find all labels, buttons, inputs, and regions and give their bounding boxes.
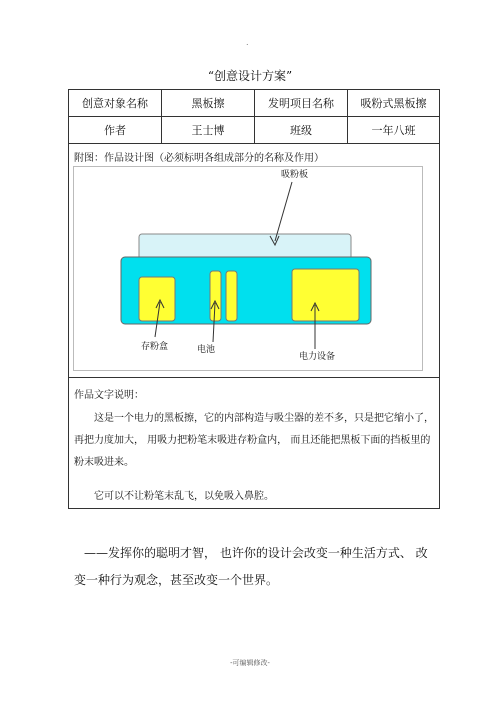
power-device-label: 电力设备: [299, 352, 336, 362]
power-device-shape: [292, 269, 359, 321]
invention-name-value: 吸粉式黑板擦: [360, 97, 427, 110]
page-footer: -可编辑修改-: [230, 659, 270, 667]
table-row: [69, 117, 439, 144]
eraser-diagram-svg: [74, 167, 422, 370]
design-form-table: [68, 89, 440, 509]
design-diagram: [73, 166, 423, 371]
table-row: [69, 90, 439, 117]
design-object-value: 黑板擦: [162, 90, 255, 116]
battery-label: 电池: [197, 345, 216, 355]
suction-plate-shape: [139, 234, 351, 260]
powder-box-shape: [139, 277, 175, 321]
description-paragraph: 这是一个电力的黑板擦，它的内部构造与吸尘器的差不多，只是把它缩小了，再把力度加大， 用吸力把粉笔末吸进存粉盒内， 而且还能把黑板下面的挡板里的粉末吸进来。: [74, 413, 434, 468]
invention-name-label: 发明项目名称: [255, 90, 348, 116]
closing-paragraph: ——发挥你的聪明才智， 也许你的设计会改变一种生活方式、 改变一种行为观念，甚至改变一个世界。: [74, 546, 428, 587]
battery-shape: [226, 271, 237, 321]
battery-shape: [210, 271, 221, 321]
suction-plate-label: 吸粉板: [281, 170, 309, 180]
description-label: 作品文字说明：: [74, 390, 144, 401]
description-section: [69, 378, 439, 508]
header-dot: .: [246, 38, 249, 47]
powder-box-label: 存粉盒: [141, 342, 169, 352]
page-title: “创意设计方案”: [207, 69, 293, 83]
design-object-label: 创意对象名称: [69, 90, 162, 116]
class-label: 班级: [255, 117, 348, 143]
description-paragraph: 它可以不让粉笔末乱飞，以免吸入鼻腔。: [94, 491, 274, 502]
class-value: 一年八班: [371, 124, 416, 137]
design-section-label: 附图：作品设计图（必须标明各组成部分的名称及作用）: [74, 153, 324, 164]
design-section: [69, 144, 439, 378]
author-label: 作者: [69, 117, 162, 143]
author-value: 王士博: [162, 117, 255, 143]
